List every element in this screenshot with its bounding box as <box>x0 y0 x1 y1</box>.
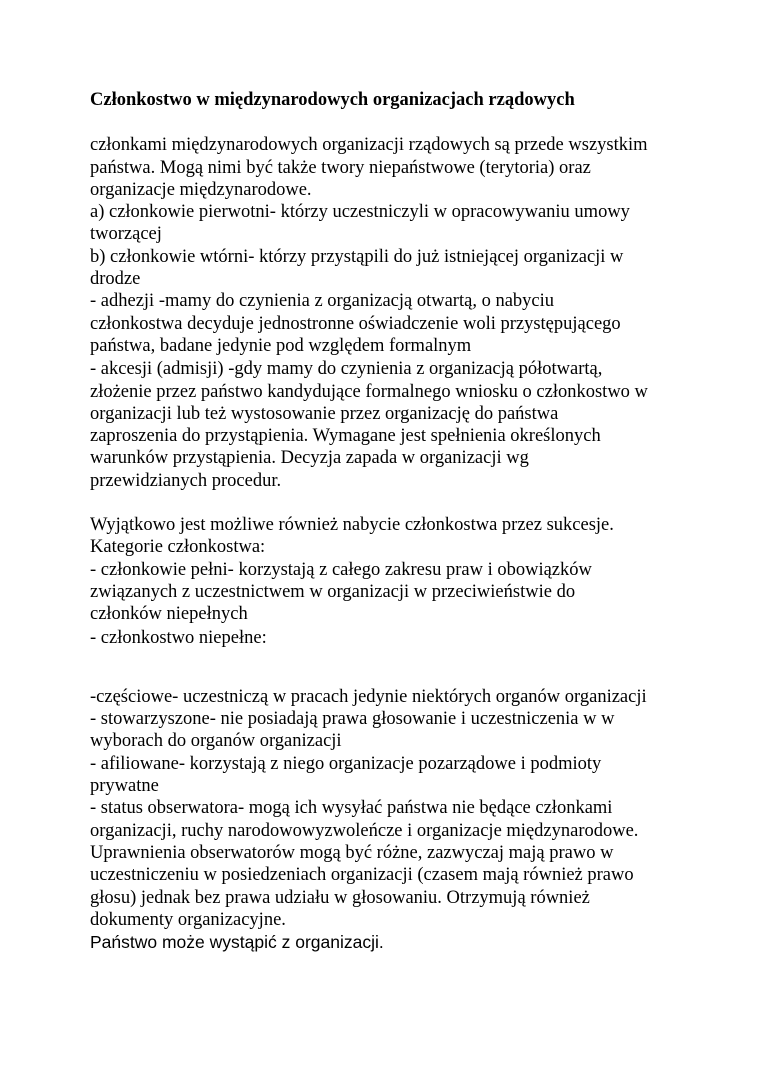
text-line: Wyjątkowo jest możliwe również nabycie członkostwa przez sukcesje. <box>90 515 614 536</box>
text-line: a) członkowie pierwotni- którzy uczestniczyli w opracowywaniu umowy <box>90 202 630 223</box>
text-line: wyborach do organów organizacji <box>90 731 342 752</box>
closing-line: Państwo może wystąpić z organizacji. <box>90 932 384 953</box>
text-line: prywatne <box>90 776 159 797</box>
text-line: złożenie przez państwo kandydujące formalnego wniosku o członkostwo w <box>90 381 648 402</box>
text-line: - członkowie pełni- korzystają z całego zakresu praw i obowiązków <box>90 559 592 580</box>
text-line: - adhezji -mamy do czynienia z organizacją otwartą, o nabyciu <box>90 291 555 312</box>
text-line: -częściowe- uczestniczą w pracach jedynie niektórych organów organizacji <box>90 686 647 707</box>
text-line: uczestniczeniu w posiedzeniach organizacji (czasem mają również prawo <box>90 865 634 886</box>
text-line: organizacji, ruchy narodowowyzwoleńcze i organizacje międzynarodowe. <box>90 820 639 841</box>
text-line: drodze <box>90 269 141 290</box>
paragraph-membership-intro <box>90 134 680 357</box>
text-line: przewidzianych procedur. <box>90 470 282 491</box>
text-line: członków niepełnych <box>90 604 248 625</box>
text-line: Uprawnienia obserwatorów mogą być różne, zazwyczaj mają prawo w <box>90 842 614 863</box>
text-line: - stowarzyszone- nie posiadają prawa głosowanie i uczestniczenia w w <box>90 709 615 730</box>
text-line: członkami międzynarodowych organizacji rządowych są przede wszystkim <box>90 135 648 156</box>
text-line: dokumenty organizacyjne. <box>90 909 286 930</box>
paragraph-partial-membership <box>90 627 680 649</box>
document-title: Członkostwo w międzynarodowych organizacjach rządowych <box>90 90 575 110</box>
text-line: - członkostwo niepełne: <box>90 627 267 648</box>
document-body <box>90 89 680 953</box>
text-line: organizacje międzynarodowe. <box>90 179 312 200</box>
text-line: głosu) jednak bez prawa udziału w głosowaniu. Otrzymują również <box>90 887 590 908</box>
text-line: warunków przystąpienia. Decyzja zapada w organizacji wg <box>90 448 529 469</box>
text-line: państwa. Mogą nimi być także twory niepaństwowe (terytoria) oraz <box>90 157 591 178</box>
text-line: zaproszenia do przystąpienia. Wymagane jest spełnienia określonych <box>90 426 601 447</box>
text-line: państwa, badane jedynie pod względem formalnym <box>90 335 472 356</box>
text-line: Kategorie członkostwa: <box>90 537 266 558</box>
text-line: członkostwa decyduje jednostronne oświadczenie woli przystępującego <box>90 313 621 334</box>
text-line: organizacji lub też wystosowanie przez organizację do państwa <box>90 403 559 424</box>
paragraph-accession <box>90 358 680 492</box>
paragraph-partial-types <box>90 686 680 931</box>
paragraph-membership-categories <box>90 514 680 625</box>
text-line: związanych z uczestnictwem w organizacji w przeciwieństwie do <box>90 581 576 602</box>
text-line: - status obserwatora- mogą ich wysyłać państwa nie będące członkami <box>90 798 613 819</box>
text-line: - akcesji (admisji) -gdy mamy do czynienia z organizacją półotwartą, <box>90 359 603 380</box>
text-line: tworzącej <box>90 224 162 245</box>
text-line: - afiliowane- korzystają z niego organizacje pozarządowe i podmioty <box>90 753 602 774</box>
text-line: b) członkowie wtórni- którzy przystąpili do już istniejącej organizacji w <box>90 246 624 267</box>
